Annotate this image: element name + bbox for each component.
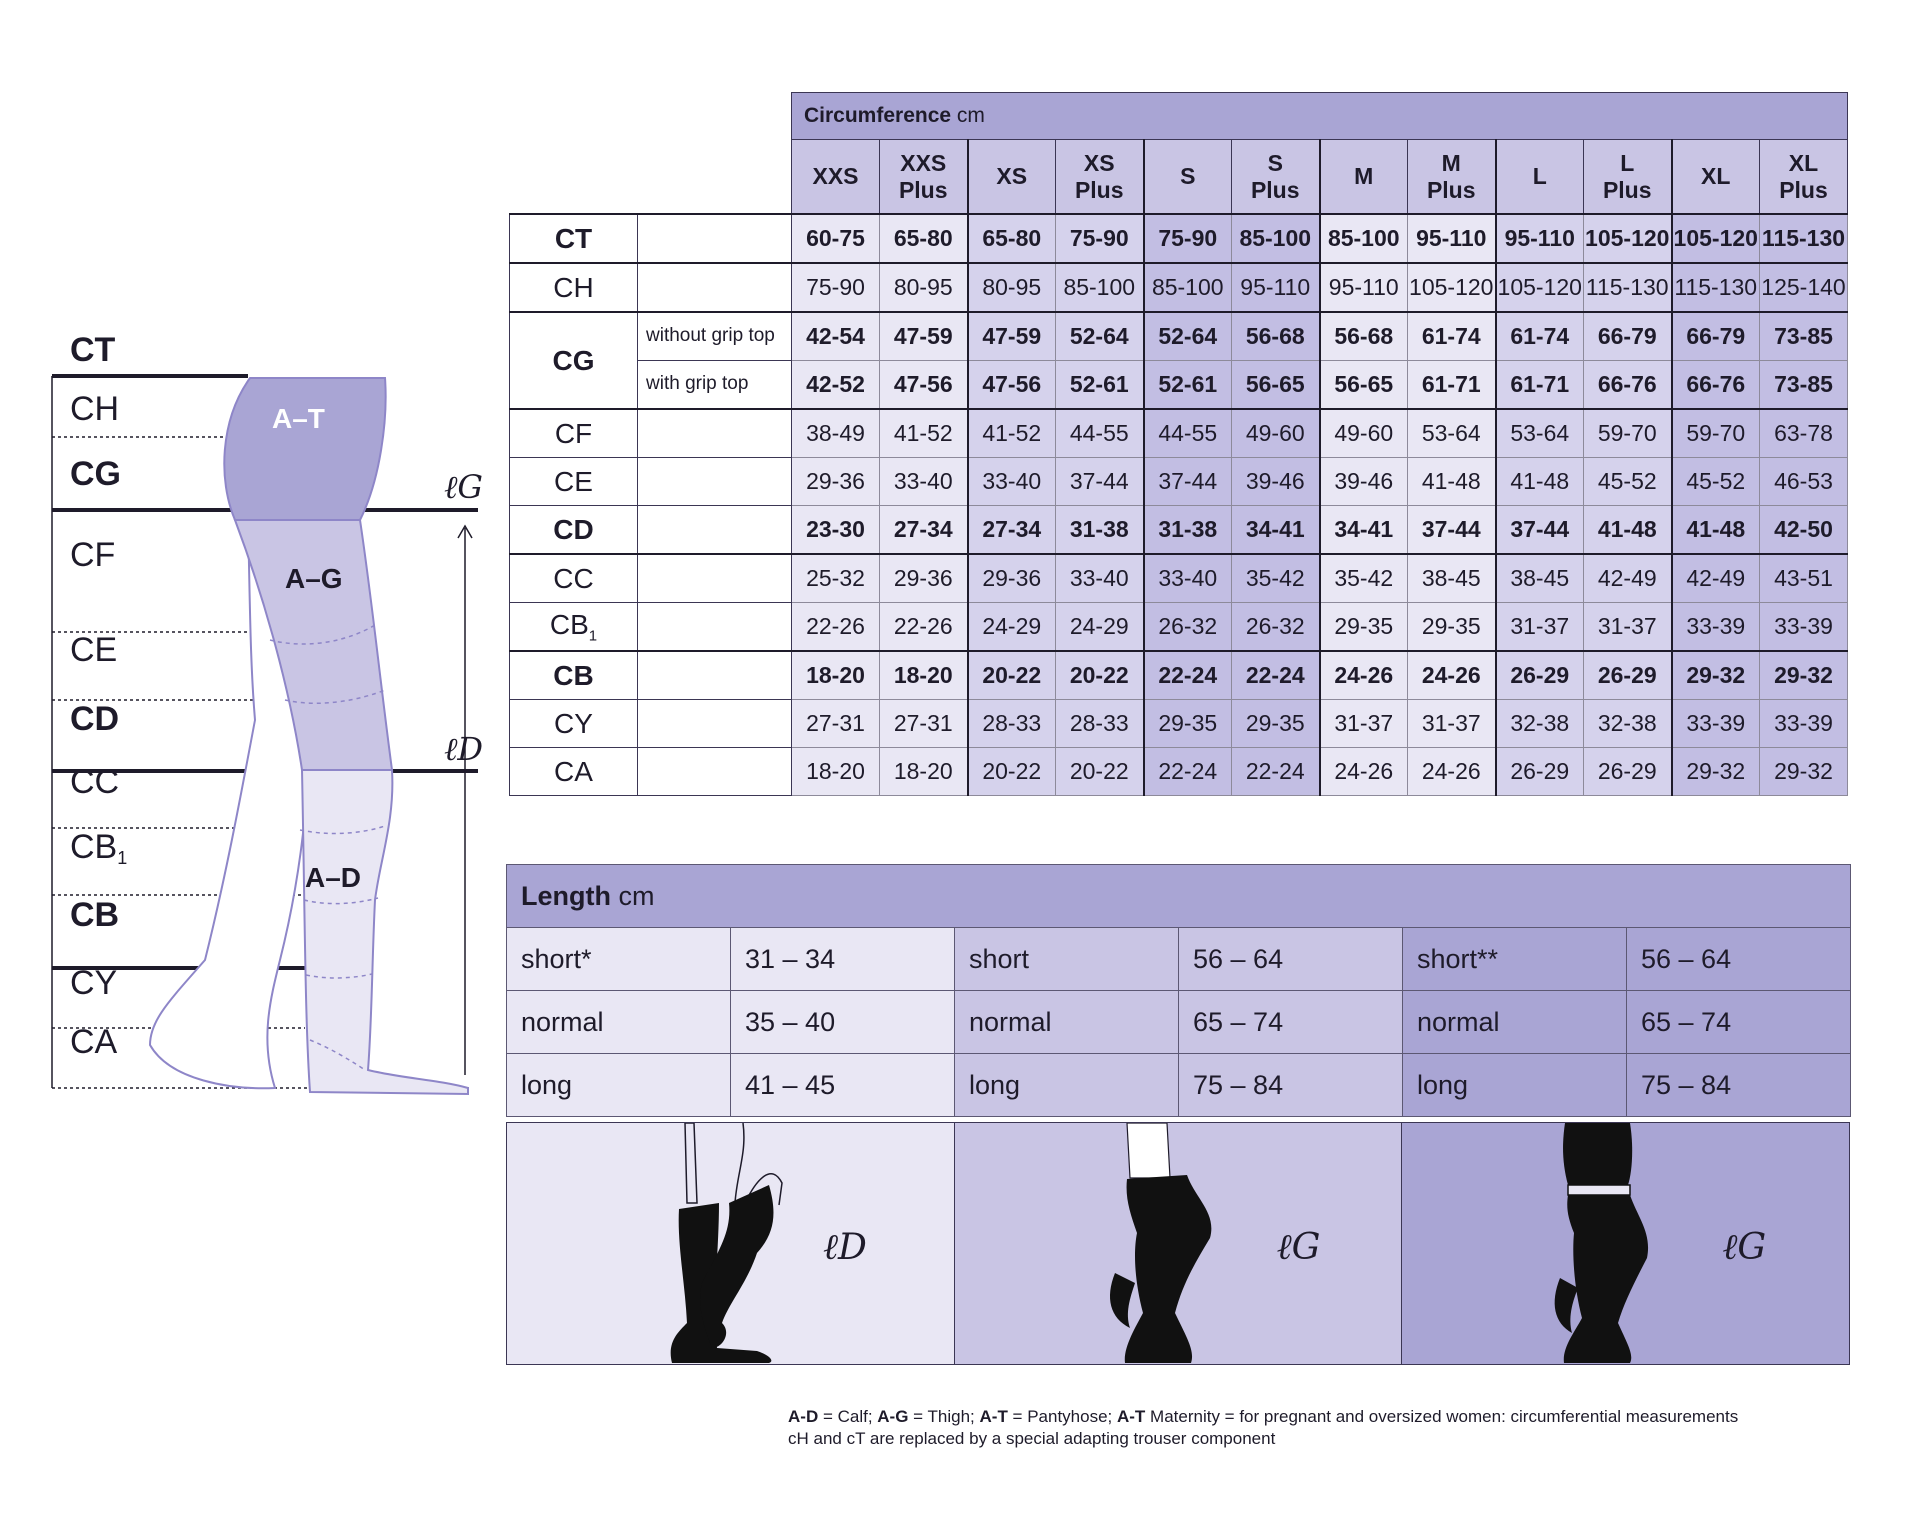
row-note — [638, 458, 792, 506]
row-note — [638, 214, 792, 263]
table-cell: 35-42 — [1232, 554, 1320, 603]
panel-label-lg-grip: ℓG — [1722, 1227, 1767, 1268]
leg-label-2: CG — [70, 455, 121, 493]
table-cell: 28-33 — [968, 700, 1056, 748]
table-cell: 42-54 — [792, 312, 880, 361]
table-cell: short* — [507, 928, 731, 991]
table-cell: 26-32 — [1144, 603, 1232, 652]
table-cell: 61-71 — [1496, 361, 1584, 410]
table-cell: 31-37 — [1496, 603, 1584, 652]
length-table-title: Length cm — [507, 865, 1851, 928]
table-cell: 65 – 74 — [1179, 991, 1403, 1054]
table-cell: 47-56 — [880, 361, 968, 410]
table-cell: 37-44 — [1408, 506, 1496, 555]
panel-thigh-stocking-grip — [1402, 1123, 1849, 1364]
table-cell: 24-26 — [1408, 748, 1496, 796]
leg-shape — [150, 378, 468, 1094]
table-cell: 22-24 — [1232, 748, 1320, 796]
table-cell: 56-68 — [1320, 312, 1408, 361]
row-label: CA — [510, 748, 638, 796]
table-row — [507, 928, 1851, 991]
row-label: CH — [510, 263, 638, 312]
table-cell: 31-38 — [1056, 506, 1144, 555]
table-cell: 61-74 — [1408, 312, 1496, 361]
table-cell: 43-51 — [1760, 554, 1848, 603]
leg-diagram — [0, 0, 500, 1120]
table-cell: 66-76 — [1584, 361, 1672, 410]
row-note — [638, 263, 792, 312]
table-cell: 85-100 — [1232, 214, 1320, 263]
row-label: CC — [510, 554, 638, 603]
table-cell: 53-64 — [1496, 409, 1584, 458]
table-cell: 63-78 — [1760, 409, 1848, 458]
table-cell: 80-95 — [968, 263, 1056, 312]
table-cell: long — [1403, 1054, 1627, 1117]
table-cell: 18-20 — [880, 748, 968, 796]
table-cell: 37-44 — [1056, 458, 1144, 506]
panel-label-lg-thigh: ℓG — [1276, 1227, 1321, 1268]
table-cell: 42-52 — [792, 361, 880, 410]
table-cell: 29-32 — [1672, 748, 1760, 796]
row-label: CD — [510, 506, 638, 555]
table-cell: 105-120 — [1496, 263, 1584, 312]
footnote-term: A-T — [1116, 1407, 1146, 1426]
table-cell: 32-38 — [1496, 700, 1584, 748]
leg-label-9: CY — [70, 964, 118, 1002]
table-cell: 52-61 — [1144, 361, 1232, 410]
table-cell: 42-50 — [1760, 506, 1848, 555]
table-cell: 95-110 — [1496, 214, 1584, 263]
table-cell: 33-39 — [1672, 700, 1760, 748]
table-cell: 125-140 — [1760, 263, 1848, 312]
leg-label-7: $CB_1$ — [70, 828, 128, 868]
size-header: L Plus — [1584, 140, 1672, 215]
table-cell: 53-64 — [1408, 409, 1496, 458]
table-cell: 41-48 — [1584, 506, 1672, 555]
size-header: M — [1320, 140, 1408, 215]
table-cell: 29-35 — [1408, 603, 1496, 652]
table-cell: 65-80 — [880, 214, 968, 263]
table-cell: 35-42 — [1320, 554, 1408, 603]
table-cell: 18-20 — [880, 651, 968, 700]
row-label: CF — [510, 409, 638, 458]
table-cell: 75-90 — [1144, 214, 1232, 263]
panel-label-ld: ℓD — [823, 1227, 867, 1268]
table-cell: 33-40 — [880, 458, 968, 506]
table-cell: 41-48 — [1672, 506, 1760, 555]
table-cell: 22-26 — [880, 603, 968, 652]
table-row — [510, 554, 1848, 603]
table-cell: 45-52 — [1672, 458, 1760, 506]
size-header: XL — [1672, 140, 1760, 215]
table-row — [510, 263, 1848, 312]
table-cell: 59-70 — [1584, 409, 1672, 458]
size-header: M Plus — [1408, 140, 1496, 215]
row-label: CT — [510, 214, 638, 263]
thigh-stocking-grip-icon — [1402, 1123, 1849, 1364]
table-cell: long — [955, 1054, 1179, 1117]
table-cell: 49-60 — [1320, 409, 1408, 458]
table-cell: 22-24 — [1232, 651, 1320, 700]
table-cell: 73-85 — [1760, 312, 1848, 361]
table-cell: 24-29 — [968, 603, 1056, 652]
table-cell: 56-65 — [1320, 361, 1408, 410]
table-cell: 47-56 — [968, 361, 1056, 410]
circumference-title — [792, 93, 1848, 140]
table-cell: 34-41 — [1232, 506, 1320, 555]
table-cell: 38-45 — [1408, 554, 1496, 603]
table-cell: 20-22 — [1056, 651, 1144, 700]
panel-thigh-stocking — [955, 1123, 1403, 1364]
circumference-title-text: Circumference — [804, 104, 952, 127]
row-note: without grip top — [638, 312, 792, 361]
table-cell: 31-38 — [1144, 506, 1232, 555]
row-note — [638, 651, 792, 700]
table-cell: 34-41 — [1320, 506, 1408, 555]
footnote-text: = Pantyhose; — [1007, 1407, 1117, 1426]
table-cell: 44-55 — [1056, 409, 1144, 458]
leg-label-6: CC — [70, 763, 120, 801]
table-cell: 20-22 — [1056, 748, 1144, 796]
table-cell: 33-39 — [1672, 603, 1760, 652]
footnote-text: = Calf; — [818, 1407, 878, 1426]
table-cell: 37-44 — [1144, 458, 1232, 506]
footnote-text: = Thigh; — [908, 1407, 980, 1426]
table-cell: 39-46 — [1232, 458, 1320, 506]
table-cell: 39-46 — [1320, 458, 1408, 506]
table-cell: 49-60 — [1232, 409, 1320, 458]
table-cell: 61-74 — [1496, 312, 1584, 361]
table-cell: 33-39 — [1760, 603, 1848, 652]
table-cell: 75 – 84 — [1627, 1054, 1851, 1117]
table-cell: 27-34 — [968, 506, 1056, 555]
table-cell: 42-49 — [1672, 554, 1760, 603]
footnote — [788, 1406, 1748, 1450]
table-cell: 24-29 — [1056, 603, 1144, 652]
table-cell: 18-20 — [792, 651, 880, 700]
table-cell: 26-29 — [1496, 651, 1584, 700]
table-cell: 85-100 — [1144, 263, 1232, 312]
table-cell: 95-110 — [1320, 263, 1408, 312]
leg-label-8: CB — [70, 896, 120, 934]
table-cell: 20-22 — [968, 748, 1056, 796]
table-cell: 45-52 — [1584, 458, 1672, 506]
knee-stocking-icon — [507, 1123, 955, 1364]
table-cell: 37-44 — [1496, 506, 1584, 555]
table-cell: 46-53 — [1760, 458, 1848, 506]
table-cell: 47-59 — [968, 312, 1056, 361]
table-cell: 115-130 — [1584, 263, 1672, 312]
table-row — [510, 361, 1848, 410]
table-cell: 32-38 — [1584, 700, 1672, 748]
stocking-type-panels — [506, 1122, 1850, 1365]
table-cell: normal — [507, 991, 731, 1054]
size-header: XXS — [792, 140, 880, 215]
table-row — [507, 1054, 1851, 1117]
row-label: CY — [510, 700, 638, 748]
size-header: S Plus — [1232, 140, 1320, 215]
table-cell: 60-75 — [792, 214, 880, 263]
table-cell: 29-32 — [1760, 748, 1848, 796]
table-cell: 105-120 — [1408, 263, 1496, 312]
table-cell: 33-40 — [1056, 554, 1144, 603]
leg-label-0: CT — [70, 331, 116, 369]
table-cell: 115-130 — [1672, 263, 1760, 312]
table-row — [510, 458, 1848, 506]
table-cell: 56 – 64 — [1179, 928, 1403, 991]
table-cell: 105-120 — [1584, 214, 1672, 263]
leg-label-1: CH — [70, 390, 120, 428]
table-cell: 24-26 — [1408, 651, 1496, 700]
table-cell: 27-34 — [880, 506, 968, 555]
table-cell: 56 – 64 — [1627, 928, 1851, 991]
table-cell: 42-49 — [1584, 554, 1672, 603]
table-cell: 33-40 — [968, 458, 1056, 506]
leg-label-10: CA — [70, 1023, 118, 1061]
footnote-term: A-T — [979, 1407, 1008, 1426]
length-mark-lg: ℓG — [444, 468, 483, 506]
table-cell: 38-45 — [1496, 554, 1584, 603]
table-cell: 41-52 — [880, 409, 968, 458]
table-row — [510, 506, 1848, 555]
table-cell: 23-30 — [792, 506, 880, 555]
table-cell: 29-35 — [1144, 700, 1232, 748]
table-cell: 31-37 — [1408, 700, 1496, 748]
table-row — [510, 748, 1848, 796]
row-label: CG — [510, 312, 638, 409]
table-cell: 85-100 — [1320, 214, 1408, 263]
table-row — [510, 312, 1848, 361]
row-note — [638, 409, 792, 458]
table-cell: 26-29 — [1584, 651, 1672, 700]
table-row — [507, 991, 1851, 1054]
table-cell: 26-29 — [1496, 748, 1584, 796]
row-note — [638, 554, 792, 603]
table-cell: 61-71 — [1408, 361, 1496, 410]
table-cell: 65-80 — [968, 214, 1056, 263]
size-header: L — [1496, 140, 1584, 215]
table-cell: 24-26 — [1320, 748, 1408, 796]
table-cell: 29-36 — [968, 554, 1056, 603]
table-cell: short** — [1403, 928, 1627, 991]
table-cell: 38-49 — [792, 409, 880, 458]
table-cell: 18-20 — [792, 748, 880, 796]
length-arrow — [458, 526, 472, 1075]
table-cell: 75-90 — [1056, 214, 1144, 263]
table-cell: 29-35 — [1320, 603, 1408, 652]
table-cell: 95-110 — [1232, 263, 1320, 312]
row-label: CE — [510, 458, 638, 506]
table-cell: normal — [955, 991, 1179, 1054]
panel-knee-stocking — [507, 1123, 955, 1364]
table-row — [510, 651, 1848, 700]
table-cell: 27-31 — [880, 700, 968, 748]
leg-label-3: CF — [70, 536, 116, 574]
row-note — [638, 748, 792, 796]
footnote-term: A-G — [877, 1407, 909, 1426]
circumference-unit: cm — [956, 104, 985, 127]
table-cell: 52-64 — [1056, 312, 1144, 361]
table-cell: 115-130 — [1760, 214, 1848, 263]
table-cell: 52-61 — [1056, 361, 1144, 410]
table-cell: 20-22 — [968, 651, 1056, 700]
size-header: XL Plus — [1760, 140, 1848, 215]
table-cell: 29-32 — [1760, 651, 1848, 700]
table-cell: 105-120 — [1672, 214, 1760, 263]
table-row — [510, 700, 1848, 748]
length-mark-ld: ℓD — [444, 730, 483, 768]
table-cell: 73-85 — [1760, 361, 1848, 410]
length-table — [506, 864, 1851, 1117]
zone-calf-label: A–D — [305, 862, 362, 893]
table-cell: 44-55 — [1144, 409, 1232, 458]
row-label: CB — [510, 651, 638, 700]
table-cell: 41-48 — [1496, 458, 1584, 506]
table-cell: 66-76 — [1672, 361, 1760, 410]
thigh-stocking-icon — [955, 1123, 1403, 1364]
size-header: XS — [968, 140, 1056, 215]
table-cell: 24-26 — [1320, 651, 1408, 700]
table-cell: 35 – 40 — [731, 991, 955, 1054]
table-cell: 65 – 74 — [1627, 991, 1851, 1054]
zone-pantyhose-label: A–T — [272, 403, 325, 434]
row-note — [638, 603, 792, 652]
table-cell: 33-39 — [1760, 700, 1848, 748]
table-cell: short — [955, 928, 1179, 991]
table-cell: long — [507, 1054, 731, 1117]
table-cell: 22-24 — [1144, 651, 1232, 700]
row-note — [638, 700, 792, 748]
table-cell: 31 – 34 — [731, 928, 955, 991]
table-row — [510, 214, 1848, 263]
table-cell: 31-37 — [1320, 700, 1408, 748]
table-cell: 52-64 — [1144, 312, 1232, 361]
row-note: with grip top — [638, 361, 792, 410]
table-cell: 41 – 45 — [731, 1054, 955, 1117]
circumference-table — [509, 92, 1848, 796]
table-cell: 25-32 — [792, 554, 880, 603]
size-header: S — [1144, 140, 1232, 215]
table-cell: 22-26 — [792, 603, 880, 652]
size-header: XS Plus — [1056, 140, 1144, 215]
table-cell: normal — [1403, 991, 1627, 1054]
table-cell: 41-52 — [968, 409, 1056, 458]
table-cell: 56-68 — [1232, 312, 1320, 361]
table-cell: 26-29 — [1584, 748, 1672, 796]
table-cell: 29-36 — [792, 458, 880, 506]
table-row — [510, 409, 1848, 458]
table-cell: 28-33 — [1056, 700, 1144, 748]
footnote-term: A-D — [788, 1407, 819, 1426]
table-cell: 66-79 — [1584, 312, 1672, 361]
leg-label-5: CD — [70, 700, 120, 738]
table-cell: 27-31 — [792, 700, 880, 748]
zone-thigh-label: A–G — [285, 563, 343, 594]
table-cell: 85-100 — [1056, 263, 1144, 312]
table-cell: 22-24 — [1144, 748, 1232, 796]
table-cell: 29-35 — [1232, 700, 1320, 748]
table-cell: 47-59 — [880, 312, 968, 361]
table-cell: 26-32 — [1232, 603, 1320, 652]
table-cell: 80-95 — [880, 263, 968, 312]
table-cell: 31-37 — [1584, 603, 1672, 652]
table-cell: 29-32 — [1672, 651, 1760, 700]
table-cell: 59-70 — [1672, 409, 1760, 458]
table-row — [510, 603, 1848, 652]
table-cell: 33-40 — [1144, 554, 1232, 603]
footnote-text: Maternity = for pregnant and oversized women: circumferential measurements cH and cT are replaced by a special adapting trouser component — [788, 1407, 1739, 1449]
table-cell: 95-110 — [1408, 214, 1496, 263]
table-cell: 29-36 — [880, 554, 968, 603]
table-cell: 66-79 — [1672, 312, 1760, 361]
table-cell: 56-65 — [1232, 361, 1320, 410]
row-label: $CB_1$ — [510, 603, 638, 652]
table-cell: 75 – 84 — [1179, 1054, 1403, 1117]
table-cell: 75-90 — [792, 263, 880, 312]
table-cell: 41-48 — [1408, 458, 1496, 506]
row-note — [638, 506, 792, 555]
size-header: XXS Plus — [880, 140, 968, 215]
leg-label-4: CE — [70, 631, 118, 669]
